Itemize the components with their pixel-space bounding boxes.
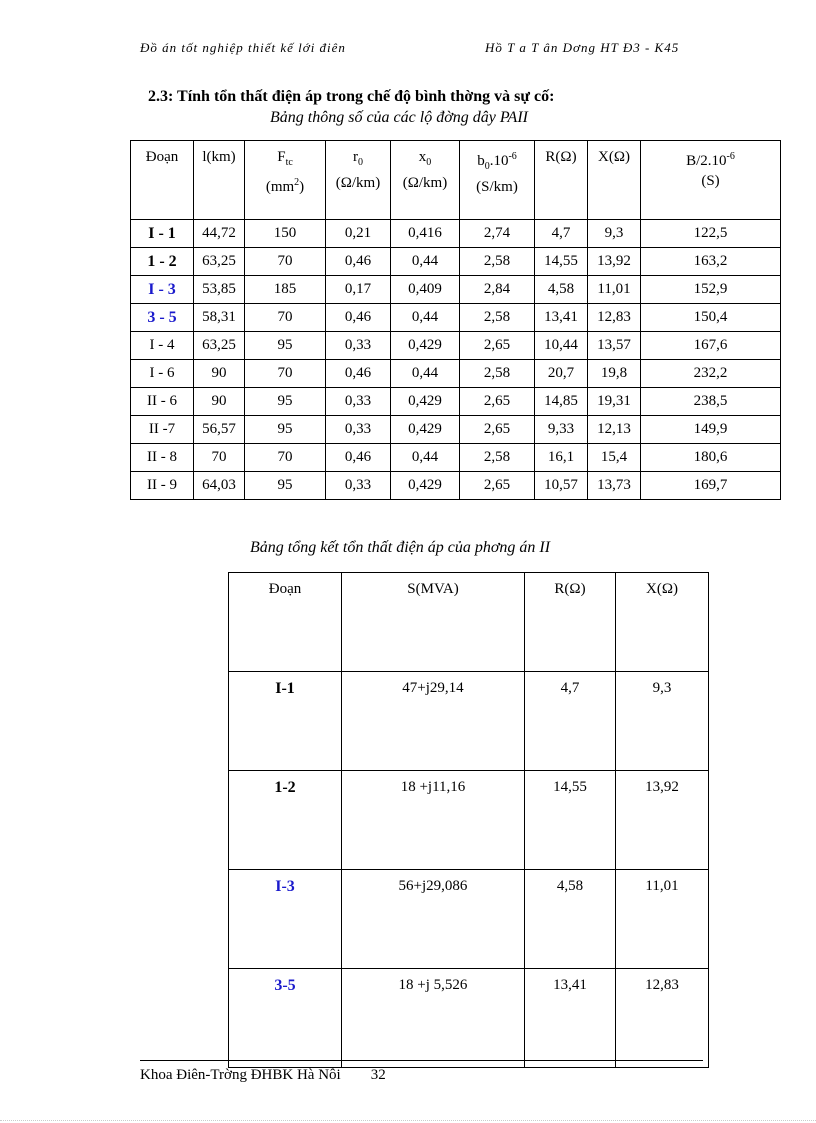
table-row [229,672,709,771]
table-cell: 0,33 [326,388,391,416]
table-cell: 15,4 [588,444,641,472]
table-cell: 56,57 [194,416,245,444]
table-cell: 2,65 [460,416,535,444]
segment-cell: 3-5 [229,969,342,1068]
table-cell: 0,44 [391,304,460,332]
table-cell: 9,33 [535,416,588,444]
table-cell: 53,85 [194,276,245,304]
table-cell: 122,5 [641,220,781,248]
table-cell: 150,4 [641,304,781,332]
header-right: Hồ T a T ân Dơng HT Đ3 - K45 [485,40,680,55]
table-cell: 4,7 [525,672,616,771]
table-cell: 47+j29,14 [342,672,525,771]
table-cell: 18 +j 5,526 [342,969,525,1068]
segment-cell: I - 4 [131,332,194,360]
header-r0: $r_0$ (Ω/km) [326,141,391,220]
table-cell: 163,2 [641,248,781,276]
table-cell: 12,83 [616,969,709,1068]
section-title: 2.3: Tính tổn thất điện áp trong chế độ bình thờng và sự cố: [148,88,555,105]
table-cell: 10,44 [535,332,588,360]
table-cell: 90 [194,388,245,416]
table-cell: 58,31 [194,304,245,332]
line-parameters-table [130,140,781,500]
table-cell: 238,5 [641,388,781,416]
table-cell: 70 [245,360,326,388]
header-x: X(Ω) [588,141,641,220]
segment-cell: I-1 [229,672,342,771]
header-doan: Đoạn [229,573,342,672]
table-cell: 70 [245,248,326,276]
table-row [131,388,781,416]
table-cell: 13,92 [588,248,641,276]
page-edge [0,1120,816,1121]
table-cell: 0,44 [391,444,460,472]
table-cell: 13,73 [588,472,641,500]
table-cell: 70 [194,444,245,472]
table-cell: 95 [245,332,326,360]
table-cell: 0,429 [391,388,460,416]
table-cell: 18 +j11,16 [342,771,525,870]
table-row [229,969,709,1068]
table-cell: 12,13 [588,416,641,444]
table-cell: 12,83 [588,304,641,332]
table2-caption: Bảng tổng kết tổn thất điện áp của phơng án II [250,539,551,556]
table-cell: 63,25 [194,248,245,276]
header-doan: Đoạn [131,141,194,220]
table-cell: 2,58 [460,360,535,388]
footer-text: Khoa Điên-Trờng ĐHBK Hà Nôi [140,1067,341,1083]
header-left: Đồ án tốt nghiệp thiết kế lới điên [140,40,346,55]
table-cell: 2,65 [460,332,535,360]
table-cell: 4,58 [535,276,588,304]
table-cell: 19,31 [588,388,641,416]
segment-cell: I - 3 [131,276,194,304]
table-cell: 2,84 [460,276,535,304]
table-cell: 0,429 [391,416,460,444]
table1-caption: Bảng thông số của các lộ đờng dây PAII [270,109,528,126]
table-row [131,416,781,444]
table-cell: 70 [245,304,326,332]
table-cell: 14,55 [525,771,616,870]
table-cell: 0,416 [391,220,460,248]
table-cell: 10,57 [535,472,588,500]
header-r: R(Ω) [535,141,588,220]
page-footer [140,1067,386,1084]
table1-header-row [131,141,781,220]
table-cell: 152,9 [641,276,781,304]
table-cell: 0,46 [326,304,391,332]
segment-cell: 3 - 5 [131,304,194,332]
table-cell: 44,72 [194,220,245,248]
table-cell: 167,6 [641,332,781,360]
table-row [131,472,781,500]
table-cell: 19,8 [588,360,641,388]
table-cell: 0,44 [391,248,460,276]
table-cell: 0,429 [391,332,460,360]
table-row [131,360,781,388]
table-row [229,870,709,969]
segment-cell: II - 6 [131,388,194,416]
table-cell: 0,33 [326,332,391,360]
segment-cell: I - 6 [131,360,194,388]
table-cell: 4,58 [525,870,616,969]
table-cell: 90 [194,360,245,388]
table-cell: 13,57 [588,332,641,360]
table-row [131,332,781,360]
segment-cell: II -7 [131,416,194,444]
table-cell: 4,7 [535,220,588,248]
segment-cell: 1 - 2 [131,248,194,276]
table-cell: 9,3 [588,220,641,248]
table-cell: 0,17 [326,276,391,304]
table-cell: 2,58 [460,248,535,276]
footer-divider [140,1060,703,1061]
table-cell: 150 [245,220,326,248]
header-ftc: $F_{tc}$ $(mm^2)$ [245,141,326,220]
table-cell: 95 [245,472,326,500]
table-cell: 169,7 [641,472,781,500]
table-cell: 0,21 [326,220,391,248]
segment-cell: I - 1 [131,220,194,248]
table-cell: 0,46 [326,248,391,276]
table-cell: 95 [245,388,326,416]
table-cell: 149,9 [641,416,781,444]
table-cell: 185 [245,276,326,304]
table-cell: 95 [245,416,326,444]
table-cell: 2,65 [460,388,535,416]
table2-header-row [229,573,709,672]
table-row [131,444,781,472]
table-cell: 11,01 [588,276,641,304]
table-row [131,276,781,304]
table-cell: 2,65 [460,472,535,500]
table-cell: 13,41 [535,304,588,332]
header-b0: $b_0.10^{-6}$ (S/km) [460,141,535,220]
segment-cell: 1-2 [229,771,342,870]
table-cell: 56+j29,086 [342,870,525,969]
table-cell: 0,33 [326,416,391,444]
voltage-loss-summary-table [228,572,709,1068]
table-cell: 64,03 [194,472,245,500]
header-b2: $B/2.10^{-6}$ (S) [641,141,781,220]
table-cell: 232,2 [641,360,781,388]
table-cell: 11,01 [616,870,709,969]
page-number: 32 [370,1067,386,1083]
table-row [131,304,781,332]
table-cell: 180,6 [641,444,781,472]
table-row [131,248,781,276]
table-cell: 20,7 [535,360,588,388]
table-cell: 0,46 [326,360,391,388]
table-cell: 14,85 [535,388,588,416]
segment-cell: I-3 [229,870,342,969]
table-cell: 63,25 [194,332,245,360]
table-cell: 0,44 [391,360,460,388]
table-cell: 13,41 [525,969,616,1068]
header-length: l(km) [194,141,245,220]
table-cell: 14,55 [535,248,588,276]
segment-cell: II - 8 [131,444,194,472]
table-cell: 0,409 [391,276,460,304]
header-x: X(Ω) [616,573,709,672]
table-cell: 0,429 [391,472,460,500]
table-cell: 2,58 [460,304,535,332]
table-cell: 0,33 [326,472,391,500]
header-s: S(MVA) [342,573,525,672]
table-cell: 2,58 [460,444,535,472]
header-x0: $x_0$ (Ω/km) [391,141,460,220]
table-cell: 0,46 [326,444,391,472]
table-cell: 13,92 [616,771,709,870]
table-cell: 70 [245,444,326,472]
table-cell: 9,3 [616,672,709,771]
table-cell: 16,1 [535,444,588,472]
segment-cell: II - 9 [131,472,194,500]
header-r: R(Ω) [525,573,616,672]
table-cell: 2,74 [460,220,535,248]
table-row [229,771,709,870]
table-row [131,220,781,248]
